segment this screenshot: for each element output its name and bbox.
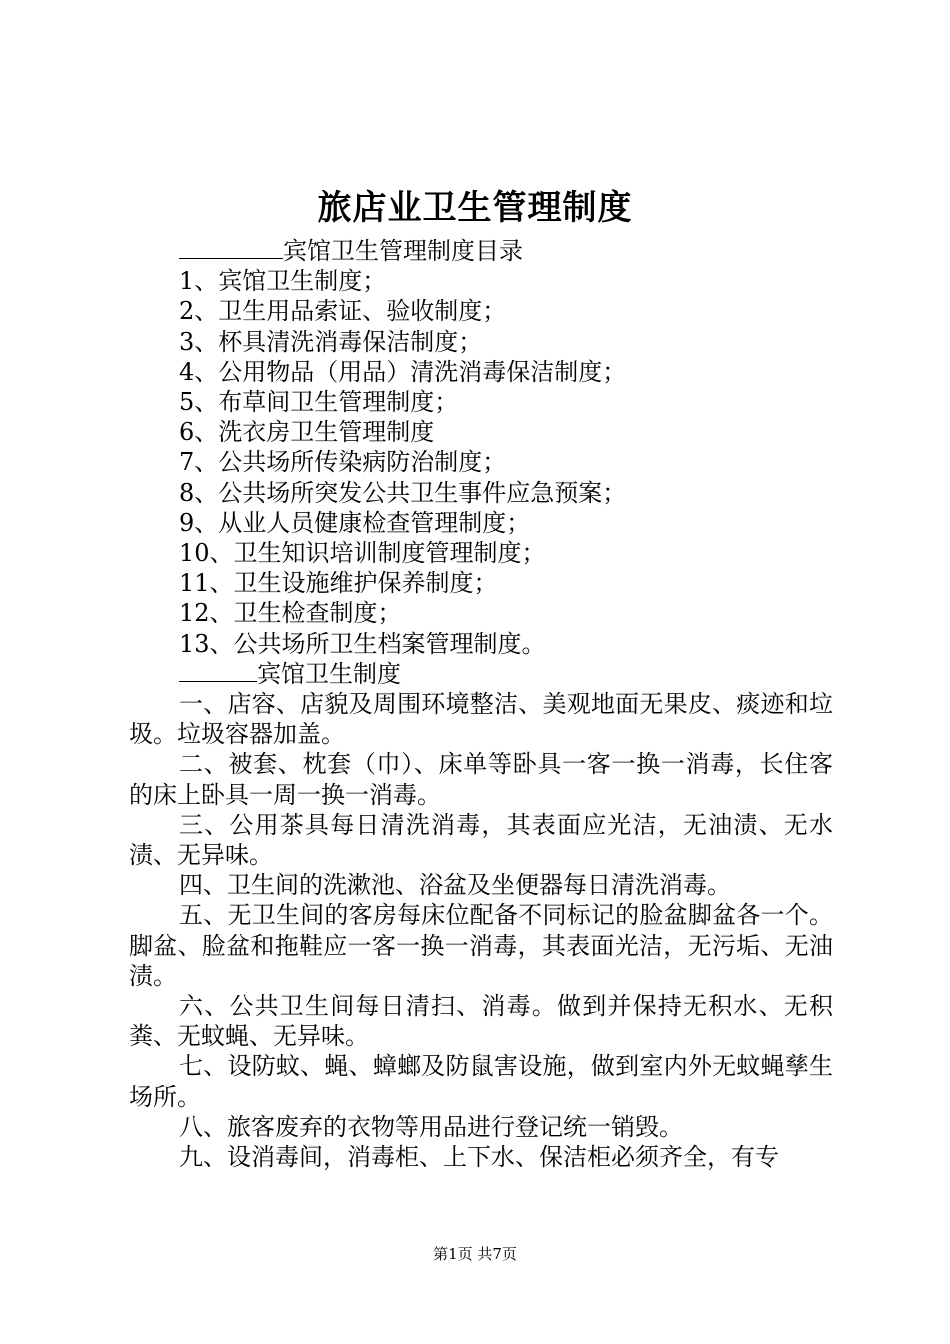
document-title: 旅店业卫生管理制度 bbox=[317, 188, 633, 228]
toc-item: 10、卫生知识培训制度管理制度； bbox=[179, 539, 546, 568]
rule-paragraph: 八、旅客废弃的衣物等用品进行登记统一销毁。 bbox=[179, 1112, 683, 1141]
toc-item: 4、公用物品（用品）清洗消毒保洁制度； bbox=[179, 357, 627, 386]
toc-item: 5、布草间卫生管理制度； bbox=[179, 388, 459, 417]
fill-blank bbox=[179, 659, 257, 682]
rule-paragraph: 三、公用茶具每日清洗消毒，其表面应光洁，无油渍、无水渍、无异味。 bbox=[129, 810, 833, 870]
rule-paragraph: 五、无卫生间的客房每床位配备不同标记的脸盆脚盆各一个。脚盆、脸盆和拖鞋应一客一换一消毒，其表面光洁，无污垢、无油渍。 bbox=[129, 901, 833, 990]
rule-paragraph: 四、卫生间的洗漱池、浴盆及坐便器每日清洗消毒。 bbox=[179, 871, 731, 900]
rule-paragraph: 七、设防蚊、蝇、蟑螂及防鼠害设施，做到室内外无蚊蝇孳生场所。 bbox=[129, 1052, 833, 1111]
page-footer: 第1页 共7页 bbox=[433, 1245, 517, 1263]
rule-paragraph: 一、店容、店貌及周围环境整洁、美观地面无果皮、痰迹和垃圾。垃圾容器加盖。 bbox=[129, 690, 833, 749]
toc-item: 11、卫生设施维护保养制度； bbox=[179, 569, 498, 598]
toc-item: 12、卫生检查制度； bbox=[179, 599, 402, 628]
toc-item: 13、公共场所卫生档案管理制度。 bbox=[179, 629, 546, 658]
toc-item: 1、宾馆卫生制度； bbox=[179, 267, 387, 296]
toc-item: 8、公共场所突发公共卫生事件应急预案； bbox=[179, 478, 627, 507]
rule-paragraph: 九、设消毒间，消毒柜、上下水、保洁柜必须齐全，有专 bbox=[179, 1143, 779, 1172]
rules-list bbox=[129, 689, 833, 1172]
toc-heading-line bbox=[129, 236, 833, 266]
toc-item: 6、洗衣房卫生管理制度 bbox=[179, 418, 435, 447]
toc-item: 9、从业人员健康检查管理制度； bbox=[179, 508, 531, 537]
section-heading: 宾馆卫生制度 bbox=[257, 659, 401, 688]
toc-item: 7、公共场所传染病防治制度； bbox=[179, 448, 507, 477]
toc-item: 2、卫生用品索证、验收制度； bbox=[179, 297, 507, 326]
section-heading-line bbox=[129, 659, 833, 689]
toc-list bbox=[129, 266, 833, 659]
rule-paragraph: 二、被套、枕套（巾）、床单等卧具一客一换一消毒，长住客的床上卧具一周一换一消毒。 bbox=[129, 750, 833, 809]
toc-heading: 宾馆卫生管理制度目录 bbox=[283, 237, 523, 265]
rule-paragraph: 六、公共卫生间每日清扫、消毒。做到并保持无积水、无积粪、无蚊蝇、无异味。 bbox=[129, 992, 833, 1051]
fill-blank bbox=[179, 236, 283, 259]
document-body bbox=[129, 236, 833, 1172]
toc-item: 3、杯具清洗消毒保洁制度； bbox=[179, 327, 483, 356]
